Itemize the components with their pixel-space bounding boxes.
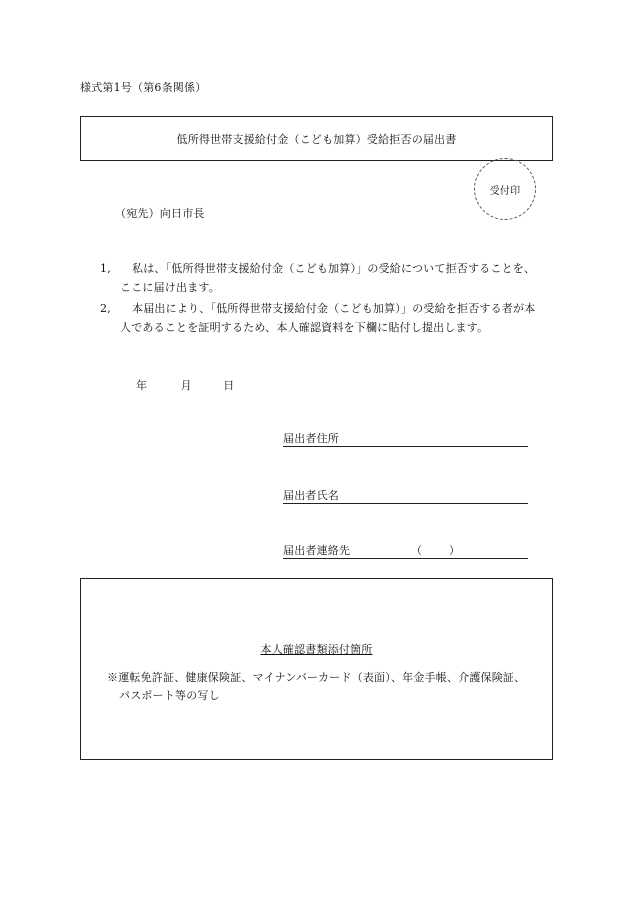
id-document-attachment-box[interactable]	[80, 578, 553, 760]
attachment-note-line2: パスポート等の写し	[119, 689, 220, 702]
addressee: （宛先）向日市長	[115, 207, 205, 220]
item-number: 1,	[100, 262, 111, 275]
address-label: 届出者住所	[283, 432, 339, 445]
attachment-title: 本人確認書類添付箇所	[260, 643, 373, 656]
contact-paren-close: ）	[449, 544, 461, 557]
title-box	[80, 116, 553, 161]
item-number: 2,	[100, 302, 111, 315]
attachment-note-line1: ※運転免許証、健康保険証、マイナンバーカード（表面）、年金手帳、介護保険証、	[107, 671, 526, 684]
date-line	[136, 377, 234, 393]
stamp-label: 受付印	[489, 185, 521, 197]
form-number: 様式第1号（第6条関係）	[80, 81, 207, 94]
date-year: 年	[136, 379, 148, 392]
item-text: 本届出により、「低所得世帯支援給付金（こども加算）」の受給を拒否する者が本人であることを証明するため、本人確認資料を下欄に貼付し提出します。	[120, 302, 536, 334]
name-field[interactable]	[283, 487, 528, 504]
contact-label: 届出者連絡先	[283, 544, 351, 557]
reception-stamp-area	[474, 158, 536, 220]
date-month: 月	[180, 379, 192, 392]
statement-item-1	[100, 259, 540, 297]
name-label: 届出者氏名	[283, 489, 339, 502]
attachment-note	[107, 669, 547, 705]
address-field[interactable]	[283, 430, 528, 447]
date-day: 日	[223, 379, 235, 392]
item-text: 私は、「低所得世帯支援給付金（こども加算）」の受給について拒否することを、ここに届け出ます。	[120, 262, 536, 294]
statement-item-2	[100, 299, 540, 337]
document-title: 低所得世帯支援給付金（こども加算）受給拒否の届出書	[176, 132, 457, 146]
contact-paren-open: （	[411, 544, 423, 557]
contact-field[interactable]	[283, 542, 528, 559]
